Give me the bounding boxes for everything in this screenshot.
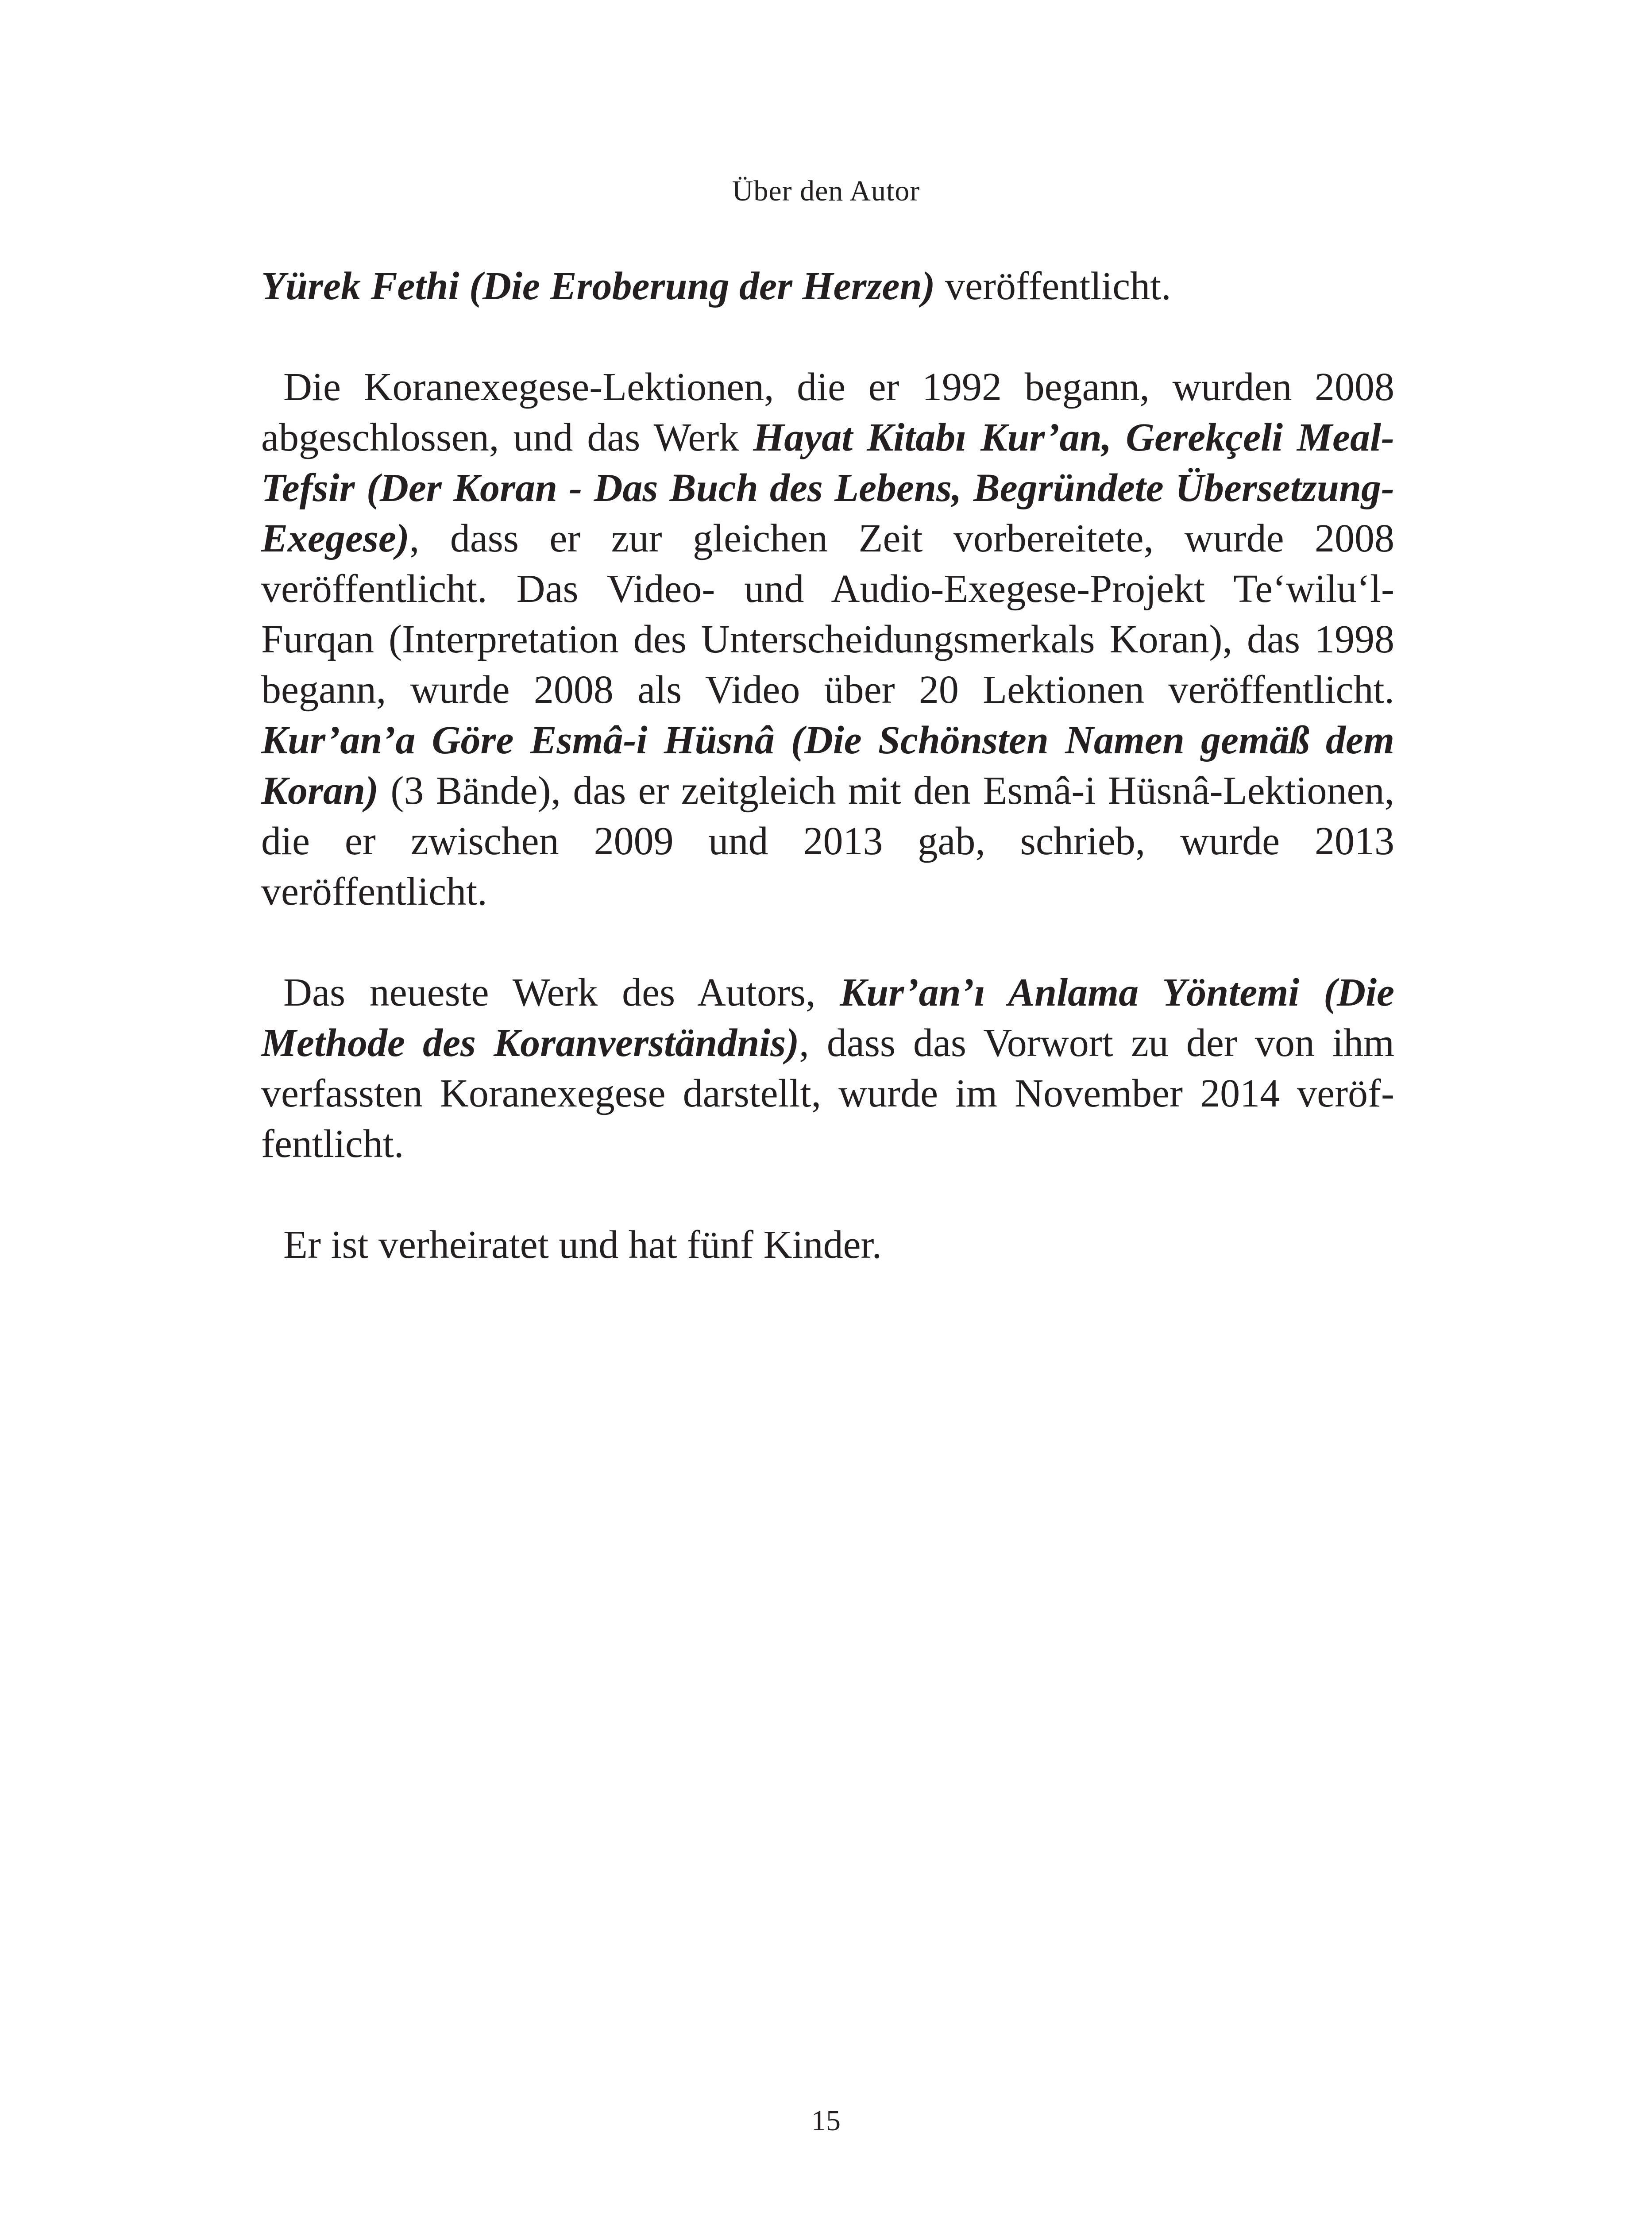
paragraph-2-text-b: , dass er zur gleichen Zeit vorbereitete, wurde 2008 veröffentlicht. Das Video- und Audio-Exegese-Projekt Te‘wilu‘l-Furqan (Interpretation des Unterscheidungsmerkals Koran), das 1998 begann, wurde 2008 als Video über 20 Lektionen veröffentlicht. xyxy=(261,517,1394,712)
book-title-yurek-fethi: Yürek Fethi (Die Eroberung der Herzen) xyxy=(261,264,935,308)
paragraph-1-text: veröffentlicht. xyxy=(935,264,1171,308)
paragraph-3-text-b: , dass das Vorwort zu der von ihm verfassten Koranexegese darstellt, wurde im November 2014 veröffentlicht. xyxy=(261,1021,1394,1166)
paragraph-1 xyxy=(261,261,1394,312)
paragraph-2-text-c: (3 Bände), das er zeitgleich mit den Esmâ-i Hüsnâ-Lektionen, die er zwischen 2009 und 2013 gab, schrieb, wurde 2013 veröffentlicht. xyxy=(261,769,1394,914)
paragraph-3-text-a: Das neueste Werk des Autors, xyxy=(283,971,840,1014)
book-title-kurani-anlama: Kur’an’ı Anlama Yöntemi (Die Methode des Koranverständnis) xyxy=(261,971,1394,1065)
paragraph-4: Er ist verheiratet und hat fünf Kinder. xyxy=(283,1223,882,1267)
body-text xyxy=(261,261,1394,1321)
book-title-hayat-kitabi: Hayat Kitabı Kur’an, Gerekçeli Meal-Tefsir (Der Koran - Das Buch des Lebens, Begründete Übersetzung-Exegese) xyxy=(261,416,1394,560)
page-number: 15 xyxy=(811,2105,841,2137)
paragraph-3 xyxy=(261,968,1394,1169)
paragraph-2 xyxy=(261,362,1394,917)
paragraph-2-text-a: Die Koranexegese-Lektionen, die er 1992 begann, wurden 2008 abgeschlossen, und das Werk xyxy=(261,365,1394,459)
book-title-esma-i-husna: Kur’an’a Göre Esmâ-i Hüsnâ (Die Schönsten Namen gemäß dem Koran) xyxy=(261,718,1394,813)
running-header: Über den Autor xyxy=(732,175,920,207)
